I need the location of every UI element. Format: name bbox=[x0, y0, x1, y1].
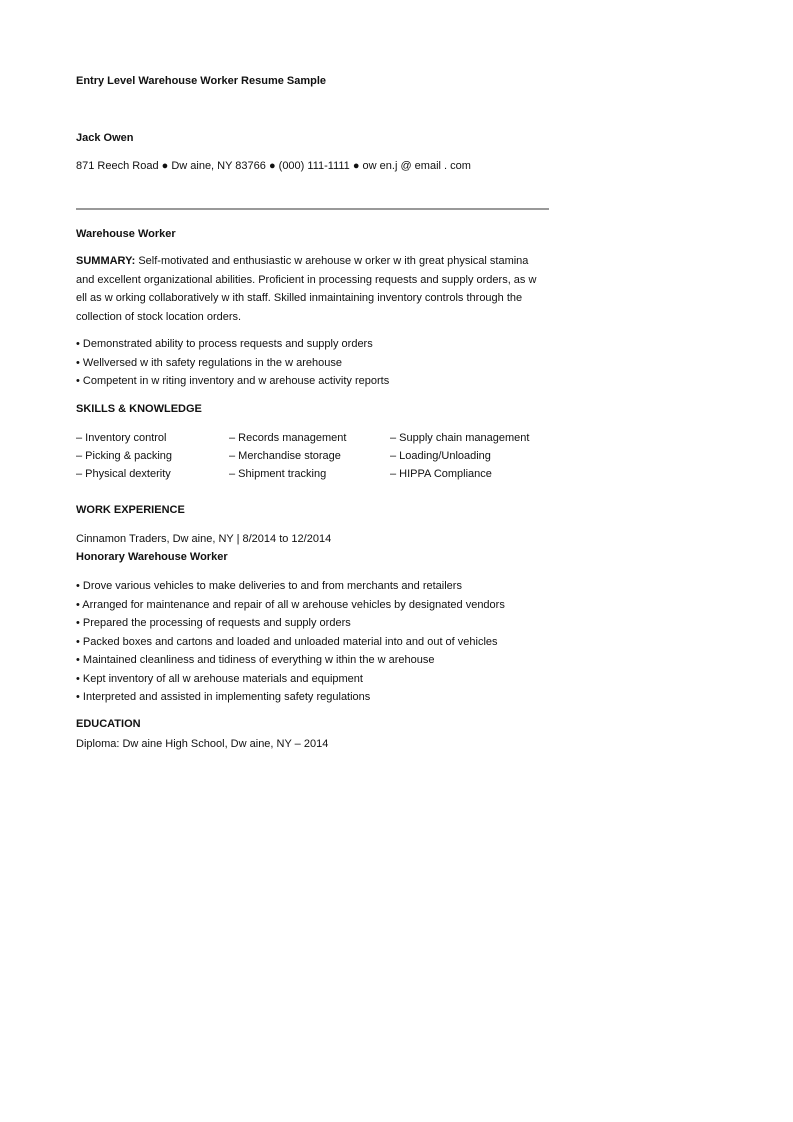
skill-item: – Picking & packing bbox=[76, 450, 172, 462]
education-entry: Diploma: Dw aine High School, Dw aine, NY – 2014 bbox=[76, 738, 329, 750]
list-item: • Wellversed w ith safety regulations in the w arehouse bbox=[76, 356, 342, 369]
contact-line: 871 Reech Road ● Dw aine, NY 83766 ● (000) 111-1111 ● ow en.j @ email . com bbox=[76, 160, 471, 172]
skill-item: – Inventory control bbox=[76, 432, 167, 444]
skills-column-3 bbox=[390, 429, 529, 483]
skill-item: – Physical dexterity bbox=[76, 468, 171, 480]
skill-item: – Shipment tracking bbox=[229, 468, 327, 480]
job-role: Honorary Warehouse Worker bbox=[76, 551, 228, 563]
list-item: • Packed boxes and cartons and loaded and unloaded material into and out of vehicles bbox=[76, 635, 498, 648]
experience-duties bbox=[76, 577, 505, 707]
skills-heading: SKILLS & KNOWLEDGE bbox=[76, 403, 202, 415]
skill-item: – Records management bbox=[229, 432, 347, 444]
position-title: Warehouse Worker bbox=[76, 228, 176, 240]
skills-column-2 bbox=[229, 429, 346, 483]
document-title: Entry Level Warehouse Worker Resume Sample bbox=[76, 75, 327, 87]
skills-column-1 bbox=[76, 429, 172, 483]
list-item: • Demonstrated ability to process requests and supply orders bbox=[76, 338, 373, 350]
education-heading: EDUCATION bbox=[76, 718, 141, 730]
summary-highlights bbox=[76, 335, 389, 391]
list-item: • Prepared the processing of requests and supply orders bbox=[76, 617, 351, 629]
list-item: • Competent in w riting inventory and w arehouse activity reports bbox=[76, 375, 390, 387]
summary-paragraph bbox=[76, 252, 546, 326]
summary-label: SUMMARY: bbox=[76, 255, 136, 267]
list-item: • Drove various vehicles to make deliveries to and from merchants and retailers bbox=[76, 580, 462, 592]
skill-item: – Merchandise storage bbox=[229, 450, 341, 462]
summary-text: Self-motivated and enthusiastic w arehouse w orker w ith great physical stamina and excellent organizational abilities. Proficient in processing requests and supply orders, as w ell as w orking collaboratively w ith staff. Skilled inmaintaining inventory controls through the collection of stock location orders. bbox=[76, 255, 537, 323]
employer-line: Cinnamon Traders, Dw aine, NY | 8/2014 to 12/2014 bbox=[76, 533, 332, 545]
skill-item: – Supply chain management bbox=[390, 432, 530, 444]
skill-item: – HIPPA Compliance bbox=[390, 468, 492, 480]
skill-item: – Loading/Unloading bbox=[390, 450, 491, 462]
list-item: • Interpreted and assisted in implementing safety regulations bbox=[76, 691, 371, 703]
list-item: • Kept inventory of all w arehouse materials and equipment bbox=[76, 672, 363, 685]
work-experience-heading: WORK EXPERIENCE bbox=[76, 504, 185, 516]
list-item: • Arranged for maintenance and repair of all w arehouse vehicles by designated vendors bbox=[76, 598, 505, 611]
header-divider bbox=[76, 208, 549, 210]
candidate-name: Jack Owen bbox=[76, 132, 134, 144]
list-item: • Maintained cleanliness and tidiness of everything w ithin the w arehouse bbox=[76, 654, 435, 666]
